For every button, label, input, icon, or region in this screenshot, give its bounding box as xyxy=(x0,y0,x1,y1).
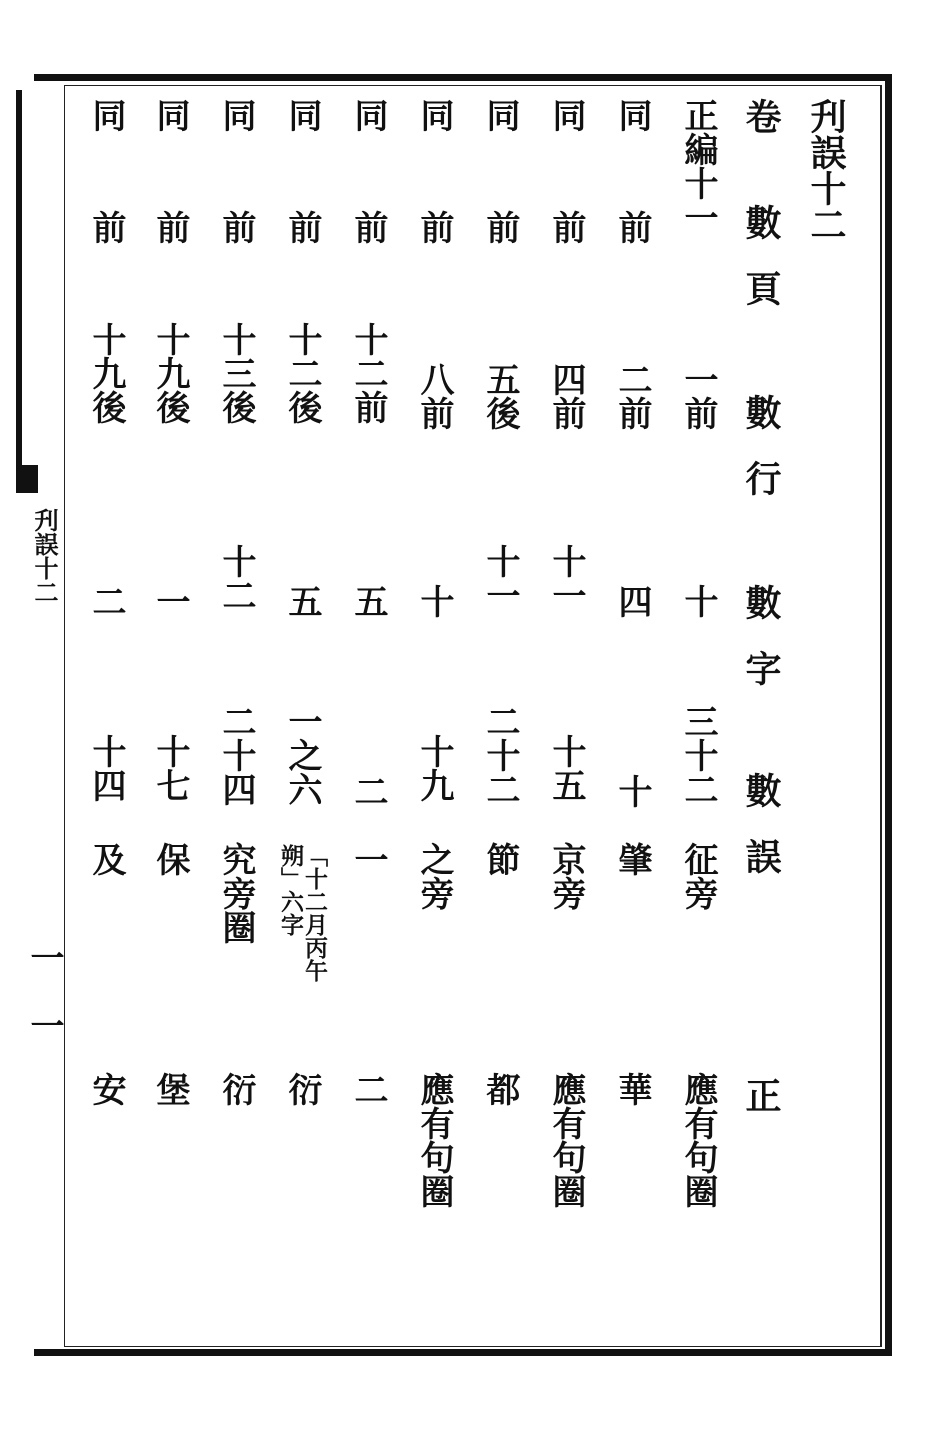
row-line: 五 xyxy=(348,584,388,618)
row-char: 十九 xyxy=(414,734,454,802)
table-row xyxy=(76,92,136,1292)
row-page: 十九後 xyxy=(150,322,190,424)
row-correct: 衍 xyxy=(282,1072,322,1106)
row-page: 二前 xyxy=(612,362,652,430)
row-page: 十二後 xyxy=(282,322,322,424)
row-char: 二十二 xyxy=(480,704,520,806)
row-volume: 同 xyxy=(216,98,256,132)
row-page-prefix: 前 xyxy=(480,210,520,244)
row-correct: 安 xyxy=(86,1072,126,1106)
row-page-prefix: 前 xyxy=(612,210,652,244)
row-volume: 同 xyxy=(282,98,322,132)
row-volume: 同 xyxy=(414,98,454,132)
row-page-prefix: 前 xyxy=(216,210,256,244)
fishtail-mark xyxy=(16,465,38,493)
row-char: 三十二 xyxy=(678,704,718,806)
row-page-prefix: 前 xyxy=(86,210,126,244)
row-page: 十三後 xyxy=(216,322,256,424)
row-line: 四 xyxy=(612,584,652,618)
header-error: 數誤 xyxy=(740,772,782,904)
row-line: 十 xyxy=(678,584,718,618)
row-page: 五後 xyxy=(480,362,520,430)
row-correct: 應有句圈 xyxy=(678,1072,718,1208)
row-error-note-right: 「十二月丙午 xyxy=(301,844,328,982)
margin-rule xyxy=(16,90,22,470)
row-page-prefix: 前 xyxy=(282,210,322,244)
table-row xyxy=(668,92,728,1292)
row-char: 十五 xyxy=(546,734,586,802)
row-correct: 應有句圈 xyxy=(546,1072,586,1208)
row-volume: 同 xyxy=(612,98,652,132)
header-volume: 卷 xyxy=(740,98,782,134)
row-volume: 正編十一 xyxy=(678,98,718,234)
row-line: 十一 xyxy=(546,544,586,612)
row-volume: 同 xyxy=(480,98,520,132)
row-error: 京旁 xyxy=(546,842,586,910)
row-correct: 華 xyxy=(612,1072,652,1106)
table-row xyxy=(140,92,200,1292)
row-page-prefix: 前 xyxy=(546,210,586,244)
row-page-prefix: 前 xyxy=(348,210,388,244)
row-correct: 二 xyxy=(348,1072,388,1106)
row-line: 一 xyxy=(150,584,190,618)
header-char: 數字 xyxy=(740,584,782,716)
row-error: 究旁圈 xyxy=(216,842,256,944)
row-error: 及 xyxy=(86,842,126,876)
row-error-note-left: 朔」六字 xyxy=(277,844,304,936)
table-row xyxy=(536,92,596,1292)
row-error: 之旁 xyxy=(414,842,454,910)
row-volume: 同 xyxy=(150,98,190,132)
row-correct: 都 xyxy=(480,1072,520,1106)
table-row xyxy=(404,92,464,1292)
row-char: 十四 xyxy=(86,734,126,802)
row-correct: 堡 xyxy=(150,1072,190,1106)
row-page: 十九後 xyxy=(86,322,126,424)
row-error: 保 xyxy=(150,842,190,876)
page-title: 刋誤十二 xyxy=(805,98,847,242)
row-char: 十 xyxy=(612,774,652,808)
row-error-note xyxy=(272,844,332,982)
header-line: 數行 xyxy=(740,394,782,526)
row-page-prefix: 前 xyxy=(414,210,454,244)
row-page: 八前 xyxy=(414,362,454,430)
page-number: 一一 xyxy=(24,940,64,1076)
table-row xyxy=(272,92,332,1292)
row-page: 十二前 xyxy=(348,322,388,424)
row-char: 十七 xyxy=(150,734,190,802)
row-error: 一 xyxy=(348,842,388,876)
table-row xyxy=(470,92,530,1292)
row-char: 二十四 xyxy=(216,704,256,806)
row-line: 二 xyxy=(86,584,126,618)
row-line: 十一 xyxy=(480,544,520,612)
row-char: 一之六 xyxy=(282,704,322,806)
spine-title: 刋誤十二 xyxy=(30,508,59,604)
row-correct: 應有句圈 xyxy=(414,1072,454,1208)
row-page: 一前 xyxy=(678,362,718,430)
row-line: 十二 xyxy=(216,544,256,612)
row-line: 十 xyxy=(414,584,454,618)
row-error: 節 xyxy=(480,842,520,876)
row-volume: 同 xyxy=(546,98,586,132)
row-volume: 同 xyxy=(86,98,126,132)
title-column xyxy=(796,92,856,1292)
row-line: 五 xyxy=(282,584,322,618)
table-row xyxy=(602,92,662,1292)
header-column xyxy=(731,92,791,1292)
row-char: 二 xyxy=(348,774,388,808)
row-volume: 同 xyxy=(348,98,388,132)
row-correct: 衍 xyxy=(216,1072,256,1106)
header-page: 數頁 xyxy=(740,204,782,336)
row-error: 肇 xyxy=(612,842,652,876)
header-correct: 正 xyxy=(740,1077,782,1113)
table-row xyxy=(338,92,398,1292)
row-page-prefix: 前 xyxy=(150,210,190,244)
table-row xyxy=(206,92,266,1292)
row-error: 征旁 xyxy=(678,842,718,910)
row-page: 四前 xyxy=(546,362,586,430)
